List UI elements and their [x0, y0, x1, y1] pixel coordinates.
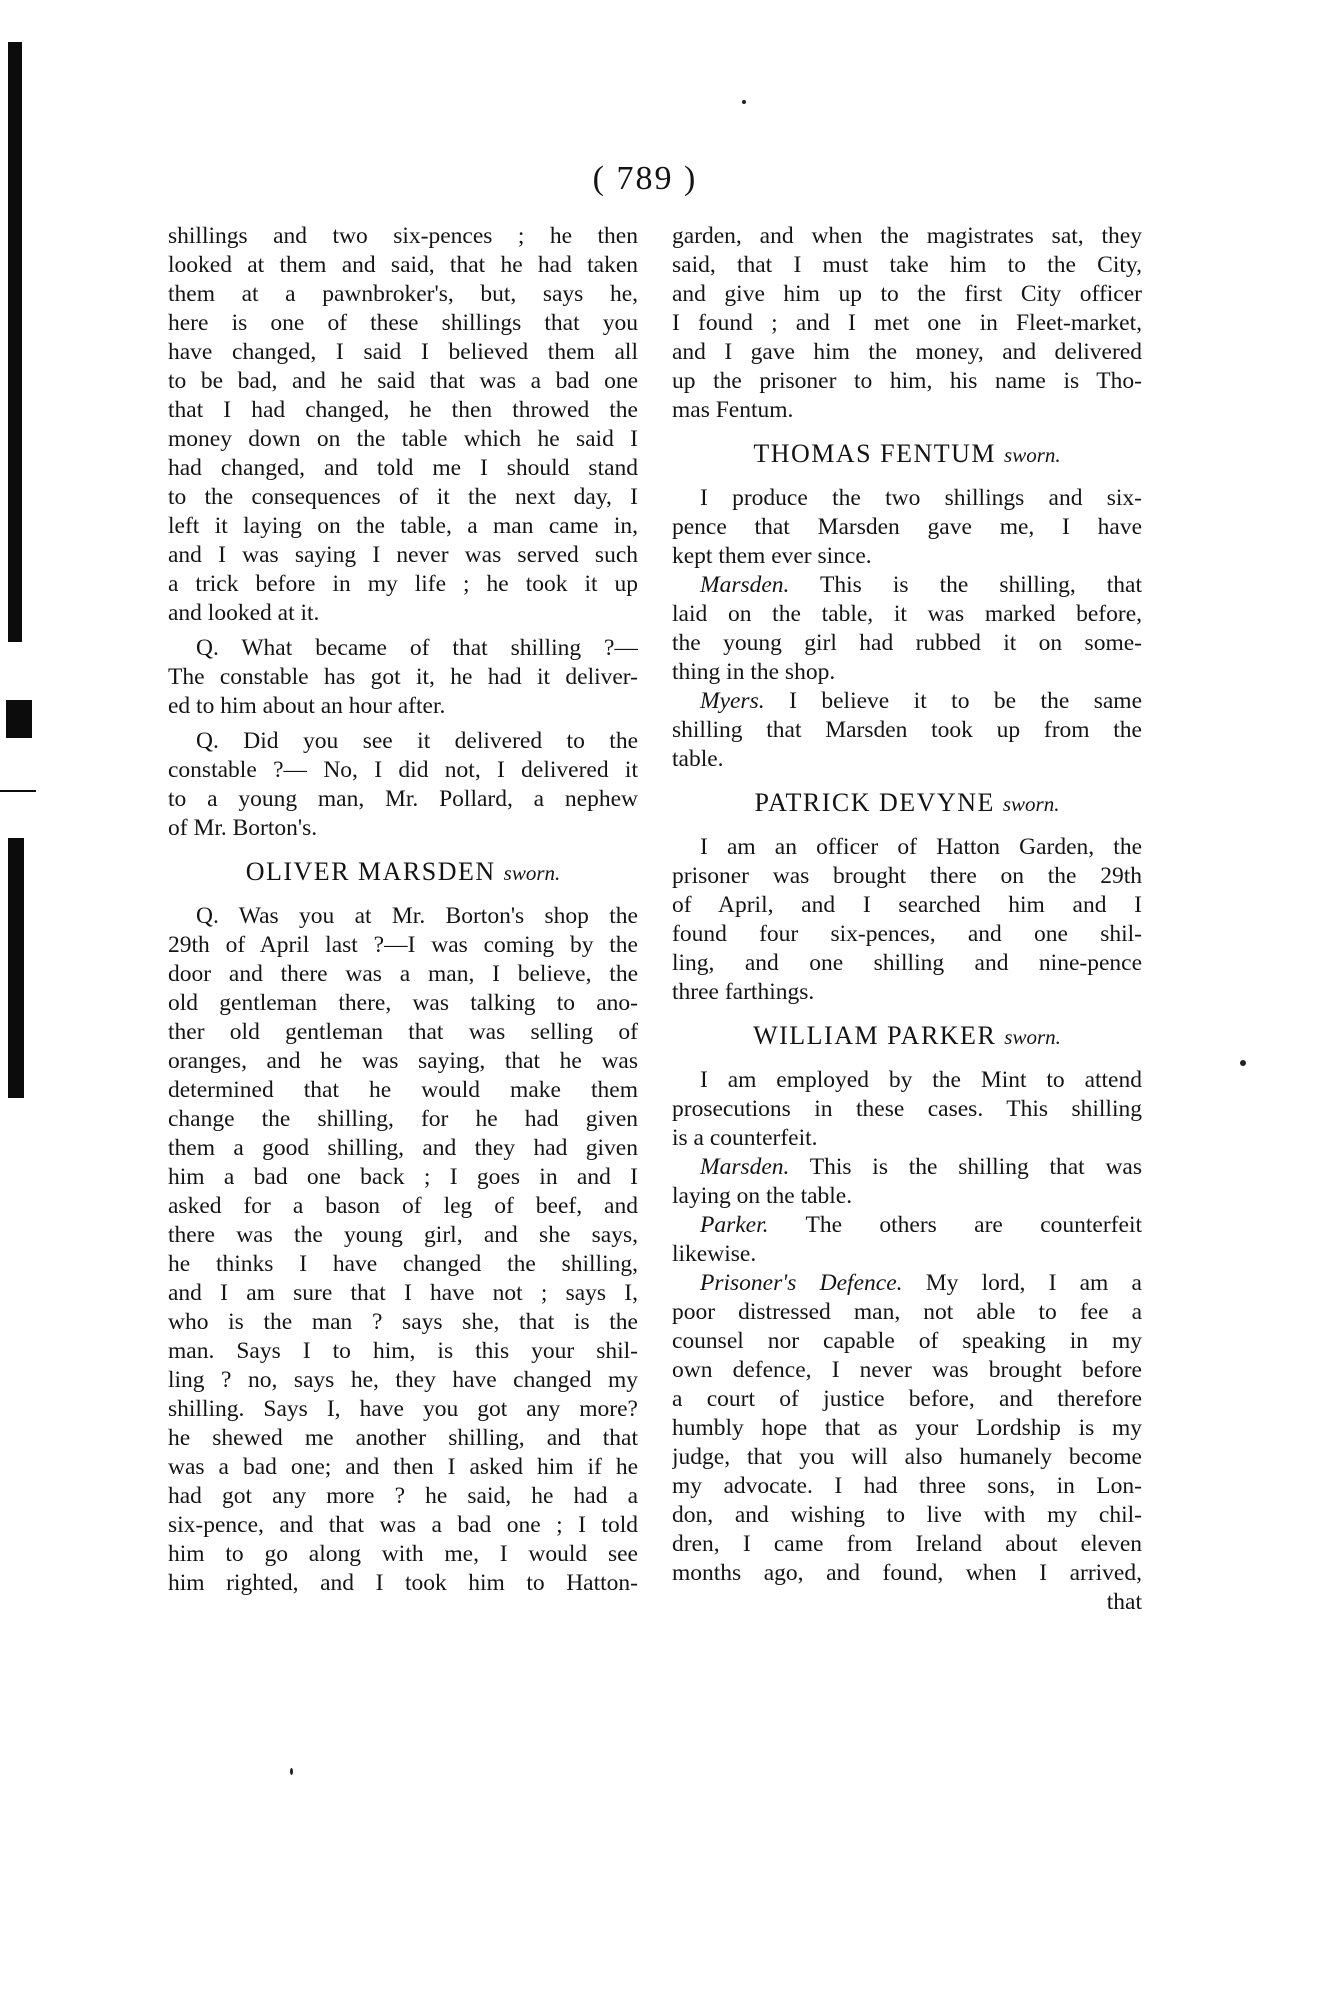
paragraph: [672, 484, 1142, 571]
paragraph: [672, 1269, 1142, 1588]
text-line: a court of justice before, and therefore: [672, 1386, 1142, 1412]
text-line: him a bad one back ; I goes in and I: [168, 1164, 638, 1190]
witness-name: WILLIAM PARKER: [753, 1021, 997, 1050]
text-line: determined that he would make them: [168, 1077, 638, 1103]
speaker-name: Parker.: [700, 1212, 769, 1238]
scan-speck: [1240, 1060, 1246, 1066]
sworn-label: sworn.: [1002, 792, 1060, 816]
text-line: kept them ever since.: [672, 543, 872, 569]
text-line: prisoner was brought there on the 29th: [672, 863, 1142, 889]
text-line: here is one of these shillings that you: [168, 310, 638, 336]
text-line: six-pence, and that was a bad one ; I told: [168, 1512, 638, 1538]
text-line: of Mr. Borton's.: [168, 815, 318, 841]
text-line: man. Says I to him, is this your shil-: [168, 1338, 638, 1364]
text-line: them at a pawnbroker's, but, says he,: [168, 281, 638, 307]
text-line: humbly hope that as your Lordship is my: [672, 1415, 1142, 1441]
text-line: and I am sure that I have not ; says I,: [168, 1280, 638, 1306]
text-line: to a young man, Mr. Pollard, a nephew: [168, 786, 638, 812]
text-line: and I gave him the money, and delivered: [672, 339, 1142, 365]
text-line: judge, that you will also humanely become: [672, 1444, 1142, 1470]
witness-heading: [672, 786, 1142, 821]
sworn-label: sworn.: [503, 861, 561, 885]
text-line: have changed, I said I believed them all: [168, 339, 638, 365]
speaker-name: Prisoner's Defence.: [700, 1270, 903, 1296]
paragraph: [168, 902, 638, 1598]
scan-speck: [290, 1768, 293, 1775]
left-column: [168, 222, 638, 1598]
text-line: I found ; and I met one in Fleet-market,: [672, 310, 1142, 336]
text-line: him to go along with me, I would see: [168, 1541, 638, 1567]
paragraph: [168, 222, 638, 628]
text-line: [672, 1153, 1142, 1182]
text-line: months ago, and found, when I arrived,: [672, 1560, 1142, 1586]
text-line: old gentleman there, was talking to ano-: [168, 990, 638, 1016]
text-line: Q. Did you see it delivered to the: [196, 728, 638, 754]
text-line: garden, and when the magistrates sat, they: [672, 223, 1142, 249]
text-line: dren, I came from Ireland about eleven: [672, 1531, 1142, 1557]
text-line: counsel nor capable of speaking in my: [672, 1328, 1142, 1354]
text-line: door and there was a man, I believe, the: [168, 961, 638, 987]
witness-name: OLIVER MARSDEN: [245, 857, 496, 886]
text-line: was a bad one; and then I asked him if he: [168, 1454, 638, 1480]
text-line: ling, and one shilling and nine-pence: [672, 950, 1142, 976]
text-line: a trick before in my life ; he took it up: [168, 571, 638, 597]
text-line: pence that Marsden gave me, I have: [672, 514, 1142, 540]
witness-name: PATRICK DEVYNE: [754, 788, 995, 817]
text-line: found four six-pences, and one shil-: [672, 921, 1142, 947]
witness-name: THOMAS FENTUM: [753, 439, 997, 468]
page-number: ( 789 ): [592, 160, 698, 197]
text-line: said, that I must take him to the City,: [672, 252, 1142, 278]
sworn-label: sworn.: [1004, 1025, 1061, 1049]
text-line: three farthings.: [672, 979, 815, 1005]
scan-speck: [742, 100, 746, 104]
paragraph: [672, 1211, 1142, 1269]
paragraph: [168, 727, 638, 843]
text-line: ther old gentleman that was selling of: [168, 1019, 638, 1045]
text-line: had changed, and told me I should stand: [168, 455, 638, 481]
paragraph: [672, 571, 1142, 687]
text-line: up the prisoner to him, his name is Tho-: [672, 368, 1142, 394]
text-line: [672, 1269, 1142, 1298]
text-line: change the shilling, for he had given: [168, 1106, 638, 1132]
text-line: them a good shilling, and they had given: [168, 1135, 638, 1161]
text-line: constable ?— No, I did not, I delivered it: [168, 757, 638, 783]
text-line: and I was saying I never was served such: [168, 542, 638, 568]
text-line: who is the man ? says she, that is the: [168, 1309, 638, 1335]
text-line: oranges, and he was saying, that he was: [168, 1048, 638, 1074]
paragraph: [168, 634, 638, 721]
scan-edge-mark: [8, 838, 24, 1098]
witness-heading: [672, 1019, 1142, 1054]
text-line: looked at them and said, that he had taken: [168, 252, 638, 278]
text-line: mas Fentum.: [672, 397, 794, 423]
text-line: 29th of April last ?—I was coming by the: [168, 932, 638, 958]
text-line: of April, and I searched him and I: [672, 892, 1142, 918]
text-line: left it laying on the table, a man came in,: [168, 513, 638, 539]
scan-edge-mark: [6, 700, 32, 738]
text-line: to the consequences of it the next day, I: [168, 484, 638, 510]
text-line: he shewed me another shilling, and that: [168, 1425, 638, 1451]
text-line: had got any more ? he said, he had a: [168, 1483, 638, 1509]
text-line: I am an officer of Hatton Garden, the: [700, 834, 1142, 860]
text-line: laying on the table.: [672, 1183, 853, 1209]
text-line: [672, 1211, 1142, 1240]
text-line: to be bad, and he said that was a bad one: [168, 368, 638, 394]
text-line: ling ? no, says he, they have changed my: [168, 1367, 638, 1393]
text-line: The constable has got it, he had it deliver-: [168, 664, 638, 690]
text-line: Q. Was you at Mr. Borton's shop the: [196, 903, 638, 929]
scan-edge-mark: [8, 42, 22, 642]
speaker-name: Marsden.: [700, 572, 790, 598]
text-line: asked for a bason of leg of beef, and: [168, 1193, 638, 1219]
text-fragment: This is the shilling, that: [820, 572, 1142, 598]
text-line: he thinks I have changed the shilling,: [168, 1251, 638, 1277]
text-line: prosecutions in these cases. This shilling: [672, 1096, 1142, 1122]
text-line: shillings and two six-pences ; he then: [168, 223, 638, 249]
text-line: [672, 571, 1142, 600]
text-line: Q. What became of that shilling ?—: [196, 635, 638, 661]
text-line: and give him up to the first City officer: [672, 281, 1142, 307]
paragraph: [672, 1066, 1142, 1153]
paragraph: [672, 687, 1142, 774]
text-line: my advocate. I had three sons, in Lon-: [672, 1473, 1142, 1499]
paragraph: [672, 1153, 1142, 1211]
text-fragment: This is the shilling that was: [809, 1154, 1142, 1180]
paragraph: [672, 833, 1142, 1007]
text-line: own defence, I never was brought before: [672, 1357, 1142, 1383]
catchword: that: [1106, 1589, 1142, 1615]
text-fragment: I believe it to be the same: [789, 688, 1142, 714]
text-line: him righted, and I took him to Hatton-: [168, 1570, 638, 1596]
witness-heading: [168, 855, 638, 890]
text-line: don, and wishing to live with my chil-: [672, 1502, 1142, 1528]
text-fragment: The others are counterfeit: [805, 1212, 1142, 1238]
text-line: that I had changed, he then throwed the: [168, 397, 638, 423]
text-line: money down on the table which he said I: [168, 426, 638, 452]
text-line: is a counterfeit.: [672, 1125, 818, 1151]
speaker-name: Marsden.: [700, 1154, 790, 1180]
text-line: likewise.: [672, 1241, 757, 1267]
text-fragment: My lord, I am a: [925, 1270, 1142, 1296]
paragraph: [672, 222, 1142, 425]
text-line: [672, 687, 1142, 716]
text-line: shilling. Says I, have you got any more?: [168, 1396, 638, 1422]
witness-heading: [672, 437, 1142, 472]
text-line: table.: [672, 746, 724, 772]
text-line: poor distressed man, not able to fee a: [672, 1299, 1142, 1325]
sworn-label: sworn.: [1004, 443, 1061, 467]
text-line: there was the young girl, and she says,: [168, 1222, 638, 1248]
right-column: [672, 222, 1142, 1617]
speaker-name: Myers.: [700, 688, 765, 714]
scan-edge-mark: [0, 790, 36, 792]
text-line: thing in the shop.: [672, 659, 836, 685]
text-line: and looked at it.: [168, 600, 320, 626]
text-line: ed to him about an hour after.: [168, 693, 446, 719]
text-line: shilling that Marsden took up from the: [672, 717, 1142, 743]
text-line: I produce the two shillings and six-: [700, 485, 1142, 511]
text-line: laid on the table, it was marked before,: [672, 601, 1142, 627]
text-line: I am employed by the Mint to attend: [700, 1067, 1142, 1093]
text-line: the young girl had rubbed it on some-: [672, 630, 1142, 656]
